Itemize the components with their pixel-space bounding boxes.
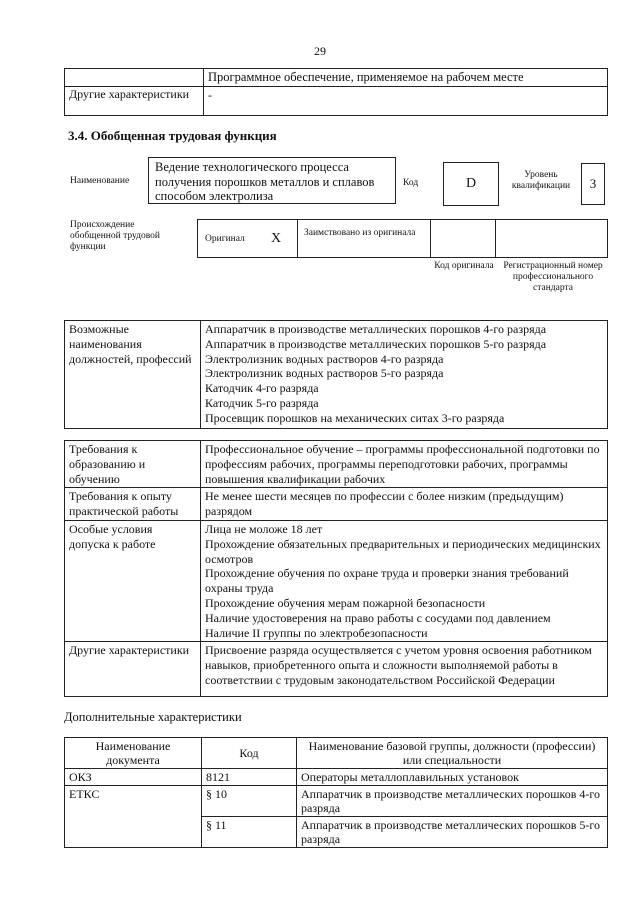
req-condition-item: Прохождение обучения по охране труда и проверки знания требований охраны труда: [205, 566, 569, 596]
origin-borrowed-cell: [297, 219, 431, 258]
origin-original-mark: X: [271, 231, 282, 246]
req-condition-item: Прохождение обучения мерам пожарной безопасности: [205, 595, 486, 610]
position-item: Электролизник водных растворов 4-го разряда: [205, 351, 444, 366]
origin-reg-number-caption: Регистрационный номер профессионального стандарта: [503, 261, 603, 293]
additional-header-name: Наименование базовой группы, должности (профессии) или специальности: [297, 738, 608, 769]
additional-title: Дополнительные характеристики: [64, 710, 242, 724]
position-item: Аппаратчик в производстве металлических порошков 5-го разряда: [205, 336, 547, 351]
top-table-empty-cell: [65, 69, 204, 87]
additional-row-code: § 11: [202, 817, 297, 848]
top-table-other-label: Другие характеристики: [65, 87, 204, 116]
gtf-name-value: Ведение технологического процесса получения порошков металлов и сплавов способом электролиза: [148, 157, 396, 204]
additional-row-code: 8121: [202, 769, 297, 786]
additional-row-doc: ОКЗ: [65, 769, 202, 786]
origin-reg-number-cell: [495, 219, 608, 258]
section-title: 3.4. Обобщенная трудовая функция: [68, 128, 277, 143]
req-education-label: Требования к образованию и обучению: [65, 441, 201, 488]
position-item: Аппаратчик в производстве металлических порошков 4-го разряда: [205, 322, 547, 336]
additional-row-doc: ЕТКС: [65, 786, 202, 817]
additional-header-code: Код: [202, 738, 297, 769]
additional-row-name: Аппаратчик в производстве металлических порошков 5-го разряда: [297, 817, 608, 848]
origin-code-cell: [430, 219, 496, 258]
positions-table: [64, 320, 608, 429]
req-experience-label: Требования к опыту практической работы: [65, 488, 201, 521]
additional-row-code: § 10: [202, 786, 297, 817]
req-condition-item: Лица не моложе 18 лет: [205, 521, 323, 536]
req-education-text: Профессиональное обучение – программы профессиональной подготовки по профессиям рабочих, программы переподготовки рабочих, программы повышения квалификации рабочих: [201, 441, 608, 488]
requirements-table: [64, 440, 608, 697]
position-item: Катодчик 4-го разряда: [205, 381, 319, 396]
req-condition-item: Прохождение обязательных предварительных и периодических медицинских осмотров: [205, 536, 601, 566]
page-number: 29: [314, 44, 326, 58]
positions-list: [201, 321, 608, 429]
gtf-level-value: 3: [581, 163, 605, 205]
origin-label: Происхождение обобщенной трудовой функции: [70, 220, 160, 252]
top-table-other-value: -: [204, 87, 608, 116]
origin-borrowed-label: Заимствовано из оригинала: [304, 228, 416, 238]
additional-header-doc: Наименование документа: [65, 738, 202, 769]
position-item: Катодчик 5-го разряда: [205, 395, 319, 410]
additional-row-doc: [65, 817, 202, 848]
origin-original-label: Оригинал: [205, 234, 245, 244]
req-condition-item: Наличие II группы по электробезопасности: [205, 625, 428, 640]
position-item: Электролизник водных растворов 5-го разряда: [205, 366, 444, 381]
req-other-label: Другие характеристики: [65, 642, 201, 696]
top-table-software: Программное обеспечение, применяемое на рабочем месте: [204, 69, 608, 87]
top-table: [64, 68, 608, 116]
req-conditions-label: Особые условия допуска к работе: [65, 520, 201, 641]
gtf-name-label: Наименование: [70, 176, 130, 186]
additional-row-name: Операторы металлоплавильных установок: [297, 769, 608, 786]
req-other-text: Присвоение разряда осуществляется с учетом уровня освоения работником навыков, приобретенного опыта и сложности выполняемой работы в соответствии с трудовым законодательством Российской Федерации: [201, 642, 608, 696]
req-conditions-list: [201, 520, 608, 641]
origin-original-cell: [197, 219, 298, 258]
req-condition-item: Наличие удостоверения на право работы с сосудами под давлением: [205, 610, 551, 625]
positions-label: Возможные наименования должностей, профессий: [65, 321, 201, 429]
origin-row: [197, 219, 608, 258]
gtf-level-label: Уровень квалификации: [511, 170, 571, 191]
req-experience-text: Не менее шести месяцев по профессии с более низким (предыдущим) разрядом: [201, 488, 608, 521]
gtf-code-value: D: [443, 162, 499, 206]
origin-code-caption: Код оригинала: [434, 261, 494, 271]
gtf-code-label: Код: [403, 178, 419, 188]
additional-row-name: Аппаратчик в производстве металлических порошков 4-го разряда: [297, 786, 608, 817]
position-item: Просевщик порошков на механических ситах 3-го разряда: [205, 410, 505, 425]
additional-table: [64, 737, 608, 848]
